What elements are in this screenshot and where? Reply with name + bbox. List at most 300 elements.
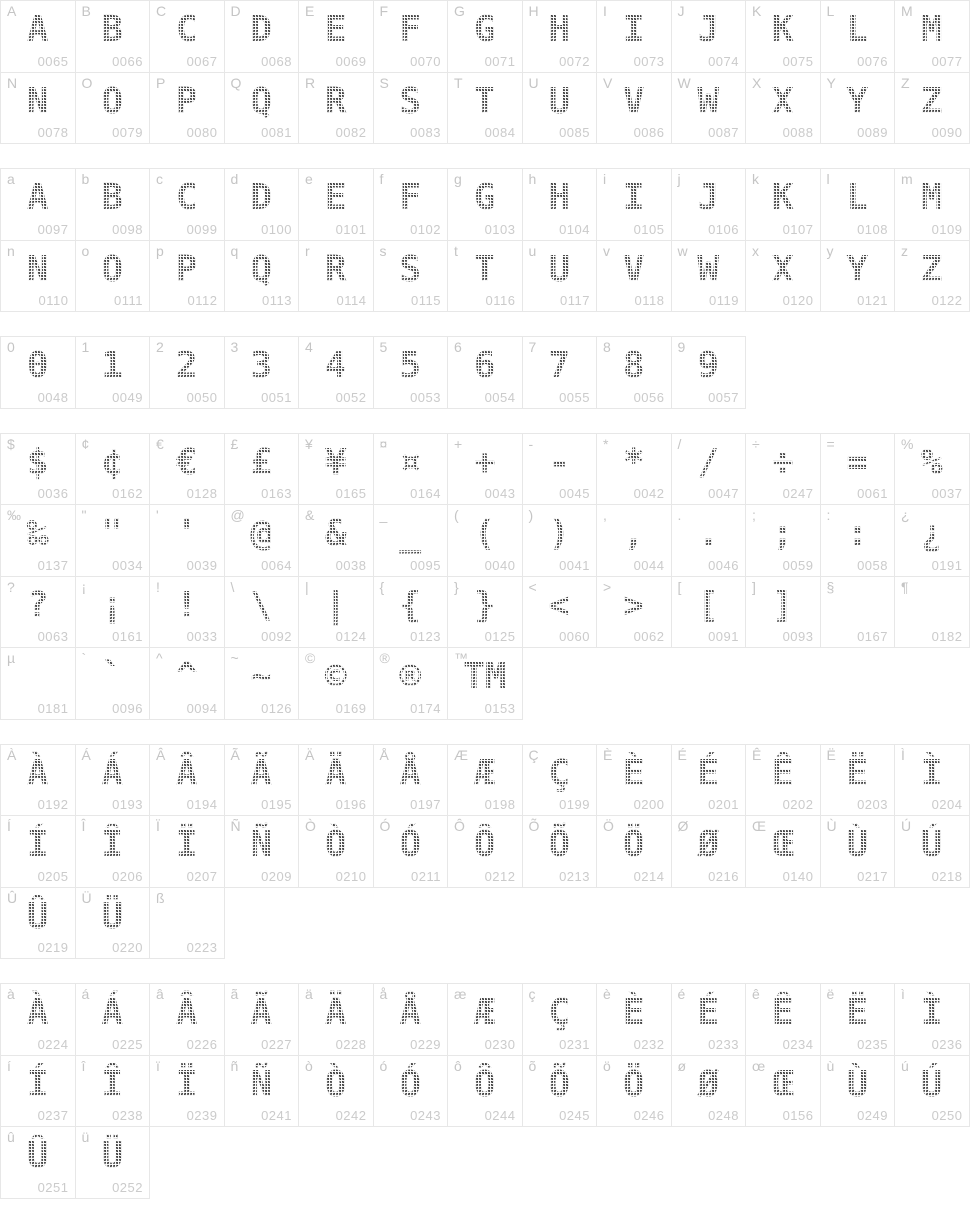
glyph-cell [745, 576, 821, 649]
cell-unicode-code: 0097 [37, 221, 69, 237]
cell-unicode-code: 0065 [37, 53, 69, 69]
glyph-cell [75, 647, 151, 720]
cell-unicode-code: 0046 [708, 557, 739, 573]
cell-unicode-code: 0164 [410, 486, 441, 501]
glyph-cell [522, 576, 598, 649]
glyph-preview: _ [374, 511, 448, 558]
cell-unicode-code: 0125 [484, 629, 516, 644]
glyph-cell [75, 983, 151, 1056]
glyph-preview: B [76, 7, 150, 54]
cell-unicode-code: 0123 [410, 629, 441, 644]
glyph-preview: Ø [672, 822, 746, 869]
glyph-cell [894, 0, 970, 73]
glyph-cell [522, 240, 598, 313]
glyph-cell [149, 433, 225, 506]
glyph-preview: } [448, 583, 522, 630]
glyph-preview: , [597, 511, 671, 558]
cell-unicode-code: 0226 [186, 1036, 218, 1052]
glyph-cell [671, 1055, 747, 1128]
glyph-preview: € [150, 440, 224, 487]
glyph-preview: ] [746, 583, 820, 630]
glyph-preview: U [523, 247, 597, 294]
glyph-cell [745, 168, 821, 241]
glyph-preview: / [672, 440, 746, 487]
glyph-cell [0, 576, 76, 649]
cell-unicode-code: 0063 [37, 629, 69, 644]
glyph-cell [745, 815, 821, 888]
glyph-row [0, 72, 970, 145]
glyph-cell [298, 72, 374, 145]
glyph-cell [522, 504, 598, 577]
glyph-cell [298, 0, 374, 73]
cell-unicode-code: 0034 [112, 557, 143, 573]
glyph-cell [745, 983, 821, 1056]
cell-unicode-code: 0204 [931, 797, 963, 812]
glyph-cell [820, 433, 896, 506]
glyph-cell [894, 1055, 970, 1128]
glyph-cell [522, 72, 598, 145]
glyph-preview: F [374, 175, 448, 222]
glyph-preview: % [895, 440, 969, 487]
glyph-preview: A [1, 175, 75, 222]
glyph-preview: ~ [225, 654, 299, 701]
glyph-cell [373, 815, 449, 888]
glyph-cell [75, 433, 151, 506]
glyph-cell [75, 887, 151, 960]
glyph-preview: " [76, 511, 150, 558]
cell-unicode-code: 0042 [633, 486, 665, 501]
glyph-preview: C [150, 7, 224, 54]
cell-unicode-code: 0121 [857, 293, 888, 308]
glyph-preview: & [299, 511, 373, 558]
glyph-row [0, 240, 970, 313]
glyph-row [0, 647, 970, 720]
glyph-cell [0, 815, 76, 888]
glyph-preview: N [1, 79, 75, 126]
glyph-block-digits [0, 336, 970, 409]
glyph-cell [671, 0, 747, 73]
glyph-cell [75, 0, 151, 73]
glyph-preview [821, 583, 895, 630]
glyph-row [0, 433, 970, 506]
cell-unicode-code: 0224 [37, 1036, 69, 1052]
glyph-preview: O [76, 79, 150, 126]
glyph-preview: Ï [150, 1062, 224, 1109]
glyph-cell [745, 240, 821, 313]
glyph-preview: ? [1, 583, 75, 630]
cell-unicode-code: 0236 [931, 1036, 963, 1052]
glyph-preview: ¢ [76, 440, 150, 487]
glyph-cell [149, 72, 225, 145]
glyph-cell [224, 744, 300, 817]
glyph-preview: ® [374, 654, 448, 701]
glyph-preview: Ç [523, 751, 597, 798]
glyph-cell [894, 72, 970, 145]
glyph-cell [75, 240, 151, 313]
glyph-preview: O [76, 247, 150, 294]
cell-unicode-code: 0053 [410, 389, 441, 405]
cell-unicode-code: 0093 [782, 629, 814, 644]
cell-unicode-code: 0182 [931, 629, 963, 644]
cell-unicode-code: 0153 [484, 700, 516, 716]
cell-unicode-code: 0088 [782, 125, 814, 140]
glyph-cell [671, 983, 747, 1056]
glyph-cell [894, 168, 970, 241]
glyph-preview: ¥ [299, 440, 373, 487]
glyph-cell [671, 72, 747, 145]
glyph-row [0, 1055, 970, 1128]
cell-unicode-code: 0085 [559, 125, 590, 140]
glyph-cell [75, 1055, 151, 1128]
glyph-cell [298, 504, 374, 577]
cell-unicode-code: 0075 [782, 53, 814, 69]
glyph-preview: V [597, 247, 671, 294]
glyph-preview: Ê [746, 751, 820, 798]
glyph-cell [447, 744, 523, 817]
cell-unicode-code: 0117 [560, 293, 590, 308]
glyph-preview: W [672, 79, 746, 126]
cell-unicode-code: 0051 [261, 389, 292, 405]
glyph-cell [447, 576, 523, 649]
cell-unicode-code: 0216 [708, 868, 739, 884]
glyph-preview: 3 [225, 343, 299, 390]
glyph-cell [447, 72, 523, 145]
cell-unicode-code: 0237 [37, 1108, 69, 1123]
cell-unicode-code: 0118 [634, 293, 665, 308]
glyph-preview: ¡ [76, 583, 150, 630]
cell-unicode-code: 0113 [262, 293, 292, 308]
glyph-cell [671, 240, 747, 313]
cell-unicode-code: 0102 [410, 221, 441, 237]
cell-unicode-code: 0162 [112, 486, 143, 501]
glyph-preview: 7 [523, 343, 597, 390]
cell-unicode-code: 0242 [335, 1108, 367, 1123]
cell-unicode-code: 0104 [559, 221, 590, 237]
glyph-preview: Ô [448, 1062, 522, 1109]
cell-unicode-code: 0220 [112, 940, 143, 955]
glyph-cell [894, 504, 970, 577]
glyph-preview: Î [76, 1062, 150, 1109]
cell-unicode-code: 0230 [484, 1036, 516, 1052]
glyph-cell [671, 504, 747, 577]
glyph-preview: ‰ [1, 511, 75, 558]
glyph-preview: ; [746, 511, 820, 558]
cell-unicode-code: 0214 [633, 868, 665, 884]
glyph-preview: ) [523, 511, 597, 558]
cell-unicode-code: 0033 [186, 629, 218, 644]
glyph-preview: ^ [150, 654, 224, 701]
cell-unicode-code: 0174 [410, 700, 441, 716]
glyph-cell [149, 0, 225, 73]
glyph-preview: Â [150, 990, 224, 1037]
glyph-cell [596, 983, 672, 1056]
glyph-preview: Ì [895, 990, 969, 1037]
glyph-preview: I [597, 7, 671, 54]
cell-unicode-code: 0232 [633, 1036, 665, 1052]
glyph-preview: Æ [448, 751, 522, 798]
glyph-preview [1, 654, 75, 701]
cell-unicode-code: 0250 [931, 1108, 963, 1123]
glyph-preview: À [1, 751, 75, 798]
glyph-cell [820, 0, 896, 73]
glyph-cell [596, 0, 672, 73]
glyph-cell [820, 72, 896, 145]
glyph-preview: Ã [225, 751, 299, 798]
glyph-preview: Ì [895, 751, 969, 798]
glyph-preview: . [672, 511, 746, 558]
cell-unicode-code: 0037 [931, 486, 963, 501]
cell-unicode-code: 0169 [335, 700, 367, 716]
glyph-cell [75, 168, 151, 241]
glyph-cell [596, 72, 672, 145]
glyph-cell [522, 744, 598, 817]
glyph-preview: | [299, 583, 373, 630]
glyph-cell [0, 336, 76, 409]
cell-unicode-code: 0066 [112, 53, 143, 69]
glyph-preview: T [448, 247, 522, 294]
glyph-preview: P [150, 79, 224, 126]
glyph-preview: Ú [895, 1062, 969, 1109]
cell-unicode-code: 0124 [335, 629, 367, 644]
glyph-cell [894, 983, 970, 1056]
glyph-row [0, 1126, 970, 1199]
cell-unicode-code: 0057 [708, 389, 739, 405]
glyph-preview: P [150, 247, 224, 294]
glyph-cell [75, 504, 151, 577]
cell-unicode-code: 0074 [708, 53, 739, 69]
cell-unicode-code: 0082 [335, 125, 367, 140]
glyph-cell [373, 647, 449, 720]
glyph-cell [745, 0, 821, 73]
cell-unicode-code: 0207 [186, 868, 218, 884]
cell-unicode-code: 0056 [633, 389, 665, 405]
glyph-cell [0, 240, 76, 313]
glyph-preview: H [523, 7, 597, 54]
cell-unicode-code: 0048 [37, 389, 69, 405]
glyph-preview: 2 [150, 343, 224, 390]
cell-unicode-code: 0217 [857, 868, 888, 884]
glyph-preview: J [672, 7, 746, 54]
glyph-cell [75, 815, 151, 888]
cell-unicode-code: 0167 [857, 629, 888, 644]
cell-unicode-code: 0231 [559, 1036, 590, 1052]
glyph-preview: Æ [448, 990, 522, 1037]
cell-unicode-code: 0223 [186, 940, 218, 955]
glyph-preview: > [597, 583, 671, 630]
glyph-preview: Ã [225, 990, 299, 1037]
glyph-preview: Ç [523, 990, 597, 1037]
glyph-preview: Ë [821, 990, 895, 1037]
glyph-preview: Ù [821, 822, 895, 869]
cell-unicode-code: 0234 [782, 1036, 814, 1052]
glyph-cell [149, 504, 225, 577]
cell-unicode-code: 0039 [186, 557, 218, 573]
cell-unicode-code: 0156 [782, 1108, 814, 1123]
cell-unicode-code: 0239 [186, 1108, 218, 1123]
glyph-cell [671, 815, 747, 888]
cell-unicode-code: 0251 [37, 1179, 69, 1195]
glyph-preview: $ [1, 440, 75, 487]
glyph-preview: K [746, 7, 820, 54]
glyph-preview: Ø [672, 1062, 746, 1109]
glyph-preview: É [672, 751, 746, 798]
glyph-cell [596, 168, 672, 241]
glyph-cell [447, 815, 523, 888]
glyph-preview: { [374, 583, 448, 630]
cell-unicode-code: 0060 [559, 629, 590, 644]
glyph-cell [224, 336, 300, 409]
glyph-cell [224, 433, 300, 506]
glyph-cell [820, 744, 896, 817]
glyph-cell [596, 744, 672, 817]
glyph-cell [149, 647, 225, 720]
glyph-preview: Ë [821, 751, 895, 798]
glyph-preview: ¿ [895, 511, 969, 558]
cell-unicode-code: 0235 [857, 1036, 888, 1052]
glyph-preview: 5 [374, 343, 448, 390]
cell-unicode-code: 0193 [112, 797, 143, 812]
cell-unicode-code: 0241 [261, 1108, 292, 1123]
glyph-cell [149, 887, 225, 960]
glyph-preview: Z [895, 79, 969, 126]
glyph-preview: 4 [299, 343, 373, 390]
glyph-preview: ¤ [374, 440, 448, 487]
glyph-row [0, 744, 970, 817]
glyph-preview: Å [374, 990, 448, 1037]
cell-unicode-code: 0228 [335, 1036, 367, 1052]
glyph-block-uppercase-letters [0, 0, 970, 144]
glyph-preview: Â [150, 751, 224, 798]
glyph-preview: Z [895, 247, 969, 294]
cell-unicode-code: 0165 [335, 486, 367, 501]
glyph-cell [0, 168, 76, 241]
glyph-preview: N [1, 247, 75, 294]
glyph-cell [224, 168, 300, 241]
cell-unicode-code: 0203 [857, 797, 888, 812]
cell-unicode-code: 0084 [484, 125, 516, 140]
glyph-cell [894, 240, 970, 313]
cell-unicode-code: 0040 [484, 557, 516, 573]
glyph-cell [373, 576, 449, 649]
glyph-preview: Q [225, 247, 299, 294]
glyph-cell [522, 983, 598, 1056]
glyph-row [0, 887, 970, 960]
glyph-preview: Ú [895, 822, 969, 869]
glyph-cell [447, 0, 523, 73]
glyph-preview: R [299, 79, 373, 126]
cell-unicode-code: 0211 [411, 868, 441, 884]
cell-unicode-code: 0096 [112, 700, 143, 716]
glyph-preview: = [821, 440, 895, 487]
glyph-preview: 0 [1, 343, 75, 390]
cell-unicode-code: 0108 [857, 221, 888, 237]
cell-unicode-code: 0195 [261, 797, 292, 812]
glyph-cell [224, 647, 300, 720]
glyph-preview: * [597, 440, 671, 487]
cell-unicode-code: 0137 [37, 557, 69, 573]
glyph-preview: \ [225, 583, 299, 630]
glyph-cell [820, 240, 896, 313]
glyph-preview: © [299, 654, 373, 701]
glyph-cell [298, 647, 374, 720]
cell-unicode-code: 0212 [484, 868, 516, 884]
cell-unicode-code: 0045 [559, 486, 590, 501]
glyph-preview: M [895, 7, 969, 54]
glyph-cell [894, 576, 970, 649]
glyph-preview: Õ [523, 822, 597, 869]
glyph-cell [373, 983, 449, 1056]
glyph-cell [522, 433, 598, 506]
glyph-cell [149, 576, 225, 649]
cell-unicode-code: 0110 [38, 293, 69, 308]
glyph-row [0, 336, 970, 409]
glyph-cell [894, 433, 970, 506]
glyph-preview: Y [821, 79, 895, 126]
glyph-preview: U [523, 79, 597, 126]
cell-unicode-code: 0079 [112, 125, 143, 140]
glyph-preview: Y [821, 247, 895, 294]
glyph-preview: A [1, 7, 75, 54]
cell-unicode-code: 0252 [112, 1179, 143, 1195]
glyph-preview: D [225, 7, 299, 54]
glyph-cell [75, 1126, 151, 1199]
glyph-cell [596, 815, 672, 888]
glyph-preview: J [672, 175, 746, 222]
cell-unicode-code: 0140 [782, 868, 814, 884]
glyph-preview: I [597, 175, 671, 222]
glyph-cell [0, 433, 76, 506]
cell-unicode-code: 0078 [37, 125, 69, 140]
glyph-cell [224, 815, 300, 888]
glyph-cell [596, 433, 672, 506]
glyph-preview: V [597, 79, 671, 126]
glyph-preview: 8 [597, 343, 671, 390]
glyph-preview: È [597, 990, 671, 1037]
cell-unicode-code: 0199 [559, 797, 590, 812]
glyph-cell [224, 240, 300, 313]
glyph-cell [671, 433, 747, 506]
glyph-cell [0, 72, 76, 145]
glyph-preview: Ü [76, 894, 150, 941]
glyph-preview: 6 [448, 343, 522, 390]
glyph-preview: Ä [299, 990, 373, 1037]
glyph-cell [224, 576, 300, 649]
glyph-preview: Ö [597, 1062, 671, 1109]
glyph-preview: È [597, 751, 671, 798]
glyph-cell [820, 1055, 896, 1128]
glyph-preview: Á [76, 751, 150, 798]
glyph-preview: ÷ [746, 440, 820, 487]
cell-unicode-code: 0043 [484, 486, 516, 501]
glyph-preview: F [374, 7, 448, 54]
cell-unicode-code: 0247 [782, 486, 814, 501]
glyph-row [0, 576, 970, 649]
glyph-preview: + [448, 440, 522, 487]
glyph-cell [0, 1126, 76, 1199]
cell-unicode-code: 0061 [857, 486, 888, 501]
cell-unicode-code: 0062 [633, 629, 665, 644]
cell-unicode-code: 0076 [857, 53, 888, 69]
glyph-cell [671, 576, 747, 649]
glyph-cell [447, 240, 523, 313]
glyph-preview: Í [1, 1062, 75, 1109]
cell-unicode-code: 0243 [410, 1108, 441, 1123]
cell-unicode-code: 0163 [261, 486, 292, 501]
glyph-preview: Í [1, 822, 75, 869]
glyph-cell [298, 433, 374, 506]
glyph-preview: Q [225, 79, 299, 126]
glyph-preview: Ä [299, 751, 373, 798]
